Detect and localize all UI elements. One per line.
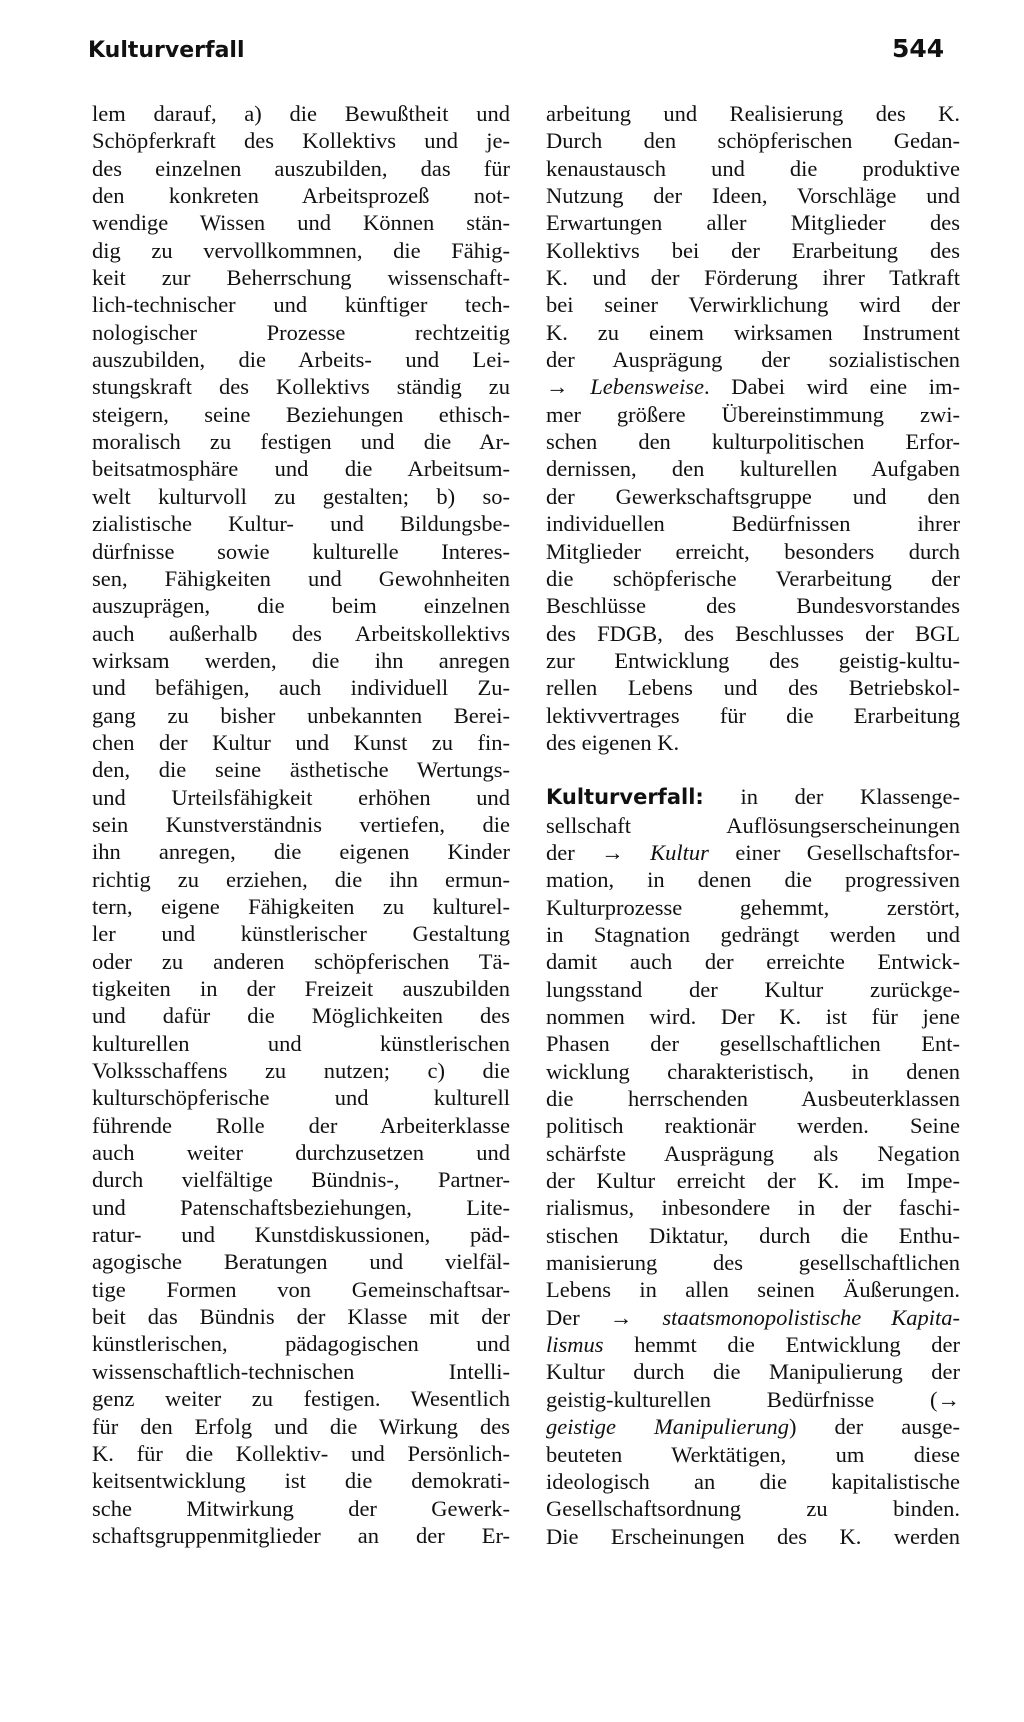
text-line: auszubilden, die Arbeits- und Lei- (92, 347, 510, 373)
text-line: beitsatmosphäre und die Arbeitsum- (92, 456, 510, 482)
text-line: und Patenschaftsbeziehungen, Lite- (92, 1194, 510, 1220)
text-line: richtig zu erziehen, die ihn ermun- (92, 866, 510, 892)
text-line: zialistische Kultur- und Bildungsbe- (92, 511, 510, 537)
text-line: auch weiter durchzusetzen und (92, 1140, 510, 1166)
text-line: wicklung charakteristisch, in denen (546, 1058, 960, 1084)
cross-reference-stamokap[interactable]: staatsmonopolistische Kapita- (662, 1304, 961, 1330)
cross-reference-line (546, 373, 960, 400)
text-line: genz weiter zu festigen. Wesentlich (92, 1386, 510, 1412)
text-fragment: . Dabei wird eine im- (703, 374, 961, 400)
text-line: Schöpferkraft des Kollektivs und je- (92, 128, 510, 154)
text-line: der Kultur erreicht der K. im Impe- (546, 1168, 960, 1194)
cross-reference-line (546, 839, 960, 866)
cross-reference-lebensweise[interactable]: Lebensweise (590, 374, 704, 400)
text-line: Kultur durch die Manipulierung der (546, 1359, 960, 1385)
text-line: und Urteilsfähigkeit erhöhen und (92, 784, 510, 810)
reference-arrow-icon: → (601, 839, 624, 865)
page-number: 544 (892, 34, 945, 63)
text-line: tige Formen von Gemeinschaftsar- (92, 1276, 510, 1302)
text-line: sche Mitwirkung der Gewerk- (92, 1495, 510, 1521)
text-line: dig zu vervollkommnen, die Fähig- (92, 237, 510, 263)
text-line: des einzelnen auszubilden, das für (92, 155, 510, 181)
text-line: ratur- und Kunstdiskussionen, päd- (92, 1222, 510, 1248)
text-line: mation, in denen die progressiven (546, 867, 960, 893)
text-line: chen der Kultur und Kunst zu fin- (92, 729, 510, 755)
text-line: sellschaft Auflösungserscheinungen (546, 812, 960, 838)
text-line: wendige Wissen und Können stän- (92, 210, 510, 236)
text-fragment: hemmt die Entwicklung der (634, 1332, 960, 1358)
text-line: für den Erfolg und die Wirkung des (92, 1413, 510, 1439)
text-fragment: ) der ausge- (789, 1414, 960, 1440)
text-line: geistig-kulturellen Bedürfnisse (→ (546, 1386, 960, 1412)
text-line: Mitglieder erreicht, besonders durch (546, 538, 960, 564)
text-line: Phasen der gesellschaftlichen Ent- (546, 1031, 960, 1057)
text-line: Beschlüsse des Bundesvorstandes (546, 593, 960, 619)
text-line: keitsentwicklung ist die demokrati- (92, 1468, 510, 1494)
text-line: stischen Diktatur, durch die Enthu- (546, 1222, 960, 1248)
entry-term: Kulturverfall: (546, 785, 704, 810)
text-line: K. zu einem wirksamen Instrument (546, 319, 960, 345)
text-line: und befähigen, auch individuell Zu- (92, 675, 510, 701)
cross-reference-line (546, 1304, 960, 1331)
text-line: auszuprägen, die beim einzelnen (92, 593, 510, 619)
text-line: auch außerhalb des Arbeitskollektivs (92, 620, 510, 646)
text-line: sen, Fähigkeiten und Gewohnheiten (92, 565, 510, 591)
text-fragment: in der Klassenge- (740, 784, 960, 810)
text-line: die herrschenden Ausbeuterklassen (546, 1086, 960, 1112)
text-line: K. für die Kollektiv- und Persönlich- (92, 1440, 510, 1466)
text-fragment: Der (546, 1304, 580, 1330)
text-fragment: einer Gesellschaftsfor- (735, 839, 961, 865)
text-line: schen den kulturpolitischen Erfor- (546, 429, 960, 455)
text-line: ihn anregen, die eigenen Kinder (92, 839, 510, 865)
text-line: rellen Lebens und des Betriebskol- (546, 675, 960, 701)
text-line: beit das Bündnis der Klasse mit der (92, 1304, 510, 1330)
text-line: die schöpferische Verarbeitung der (546, 565, 960, 591)
entry-headline (546, 783, 960, 811)
text-line: kulturellen und künstlerischen (92, 1030, 510, 1056)
text-line: steigern, seine Beziehungen ethisch- (92, 401, 510, 427)
entry-gap (546, 756, 960, 783)
text-line: mer größere Übereinstimmung zwi- (546, 401, 960, 427)
text-line: Kollektivs bei der Erarbeitung des (546, 237, 960, 263)
text-line: zur Entwicklung des geistig-kultu- (546, 647, 960, 673)
reference-arrow-icon: → (609, 1304, 633, 1330)
text-line: Erwartungen aller Mitglieder des (546, 210, 960, 236)
text-line: lektivvertrages für die Erarbeitung (546, 702, 960, 728)
cross-reference-geistige-manipulierung[interactable]: geistige Manipulierung (546, 1414, 789, 1440)
text-line: führende Rolle der Arbeiterklasse (92, 1112, 510, 1138)
text-line: den konkreten Arbeitsprozeß not- (92, 183, 510, 209)
text-line: künstlerischen, pädagogischen und (92, 1331, 510, 1357)
text-line: nommen wird. Der K. ist für jene (546, 1004, 960, 1029)
text-line: bei seiner Verwirklichung wird der (546, 292, 960, 318)
text-line: der Gewerkschaftsgruppe und den (546, 483, 960, 509)
text-line: des FDGB, des Beschlusses der BGL (546, 620, 960, 646)
text-line: tigkeiten in der Freizeit auszubilden (92, 976, 510, 1001)
text-line: keit zur Beherrschung wissenschaft- (92, 265, 510, 291)
text-line: beuteten Werktätigen, um diese (546, 1441, 960, 1467)
text-line: sein Kunstverständnis vertiefen, die (92, 811, 510, 837)
text-line: ideologisch an die kapitalistische (546, 1468, 960, 1494)
text-fragment: der (546, 839, 575, 865)
text-line: schaftsgruppenmitglieder an der Er- (92, 1522, 510, 1548)
text-line: lem darauf, a) die Bewußtheit und (92, 101, 510, 126)
running-head: Kulturverfall (88, 38, 245, 63)
text-line: wissenschaftlich-technischen Intelli- (92, 1358, 510, 1384)
text-line: welt kulturvoll zu gestalten; b) so- (92, 483, 510, 509)
text-line: oder zu anderen schöpferischen Tä- (92, 948, 510, 974)
text-line: gang zu bisher unbekannten Berei- (92, 702, 510, 728)
text-line: damit auch der erreichte Entwick- (546, 949, 960, 975)
reference-arrow-icon: → (546, 374, 569, 400)
text-line: arbeitung und Realisierung des K. (546, 101, 960, 126)
text-line: agogische Beratungen und vielfäl- (92, 1249, 510, 1275)
text-line: der Ausprägung der sozialistischen (546, 347, 960, 373)
text-line: den, die seine ästhetische Wertungs- (92, 757, 510, 783)
text-line: durch vielfältige Bündnis-, Partner- (92, 1167, 510, 1193)
left-column (92, 100, 510, 1549)
text-line: dürfnisse sowie kulturelle Interes- (92, 538, 510, 564)
right-column (546, 100, 960, 1550)
text-line: individuellen Bedürfnissen ihrer (546, 511, 960, 537)
cross-reference-stamokap-continued[interactable]: lismus (546, 1332, 604, 1358)
text-line: nologischer Prozesse rechtzeitig (92, 319, 510, 345)
text-line: kulturschöpferische und kulturell (92, 1085, 510, 1111)
text-line: stungskraft des Kollektivs ständig zu (92, 374, 510, 400)
text-line: Lebens in allen seinen Äußerungen. (546, 1277, 960, 1303)
text-line: Die Erscheinungen des K. werden (546, 1523, 960, 1549)
text-line: rialismus, inbesondere in der faschi- (546, 1195, 960, 1221)
cross-reference-line (546, 1331, 960, 1358)
text-line: ler und künstlerischer Gestaltung (92, 921, 510, 947)
text-line: Volksschaffens zu nutzen; c) die (92, 1058, 510, 1084)
text-line: schärfste Ausprägung als Negation (546, 1140, 960, 1166)
text-line: Kulturprozesse gehemmt, zerstört, (546, 894, 960, 920)
text-line: Nutzung der Ideen, Vorschläge und (546, 183, 960, 209)
text-line: lich-technischer und künftiger tech- (92, 292, 510, 318)
text-line: kenaustausch und die produktive (546, 155, 960, 181)
text-line: Durch den schöpferischen Gedan- (546, 128, 960, 154)
text-line: und dafür die Möglichkeiten des (92, 1003, 510, 1029)
text-line: lungsstand der Kultur zurückge- (546, 976, 960, 1002)
text-line: politisch reaktionär werden. Seine (546, 1113, 960, 1139)
cross-reference-line (546, 1413, 960, 1440)
text-line: moralisch zu festigen und die Ar- (92, 429, 510, 455)
text-line: Gesellschaftsordnung zu binden. (546, 1496, 960, 1522)
text-line: K. und der Förderung ihrer Tatkraft (546, 265, 960, 291)
text-line: manisierung des gesellschaftlichen (546, 1250, 960, 1276)
text-line: tern, eigene Fähigkeiten zu kulturel- (92, 893, 510, 919)
text-line: des eigenen K. (546, 729, 680, 755)
text-line: dernissen, den kulturellen Aufgaben (546, 456, 960, 482)
text-line: wirksam werden, die ihn anregen (92, 647, 510, 673)
cross-reference-kultur[interactable]: Kultur (650, 839, 709, 865)
text-line: in Stagnation gedrängt werden und (546, 921, 960, 947)
